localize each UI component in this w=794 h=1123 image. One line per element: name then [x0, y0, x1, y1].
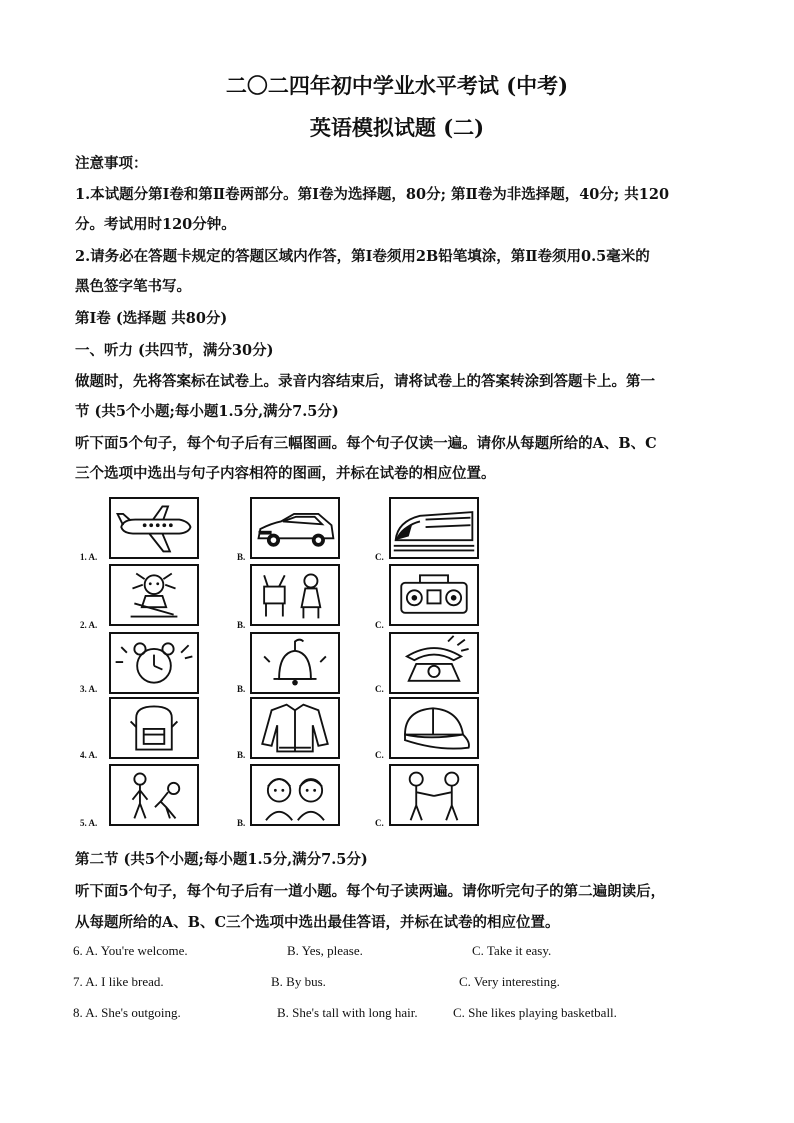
bowing-people-icon[interactable]	[109, 764, 199, 826]
jacket-icon[interactable]	[250, 697, 340, 759]
section2-instructions-line-2: 从每题所给的A、B、C三个选项中选出最佳答语，并标在试卷的相应位置。	[75, 914, 560, 931]
question-4-option-c-label: C.	[375, 750, 384, 760]
part1-heading: 第Ⅰ卷 (选择题 共80分)	[75, 310, 228, 327]
exam-title: 二〇二四年初中学业水平考试 (中考)	[225, 73, 569, 98]
question-3-option-c-label: C.	[375, 684, 384, 694]
question-8-option-a[interactable]: 8. A. She's outgoing.	[73, 1005, 181, 1020]
question-8-option-b[interactable]: B. She's tall with long hair.	[277, 1005, 418, 1020]
section1-instructions-line-1: 听下面5个句子，每个句子后有三幅图画。每个句子仅读一遍。请你从每题所给的A、B、C	[75, 435, 657, 452]
question-2-option-c-label: C.	[375, 620, 384, 630]
handshake-icon[interactable]	[389, 764, 479, 826]
train-icon[interactable]	[389, 497, 479, 559]
notes-item-2-line-2: 黑色签字笔书写。	[75, 278, 191, 295]
alarm-clock-icon[interactable]	[109, 632, 199, 694]
question-1-option-b-label: B.	[237, 552, 246, 562]
question-5-option-c-label: C.	[375, 818, 384, 828]
question-3-option-b-label: B.	[237, 684, 246, 694]
question-6-option-c[interactable]: C. Take it easy.	[472, 943, 552, 958]
question-4-option-b-label: B.	[237, 750, 246, 760]
question-6-option-b[interactable]: B. Yes, please.	[287, 943, 363, 958]
question-2-label: 2. A.	[80, 620, 98, 630]
radio-icon[interactable]	[389, 564, 479, 626]
question-5-option-b-label: B.	[237, 818, 246, 828]
tv-watching-icon[interactable]	[250, 564, 340, 626]
listening-intro-line-1: 做题时，先将答案标在试卷上。录音内容结束后，请将试卷上的答案转涂到答题卡上。第一	[75, 373, 655, 390]
notes-item-1-line-1: 1.本试题分第Ⅰ卷和第Ⅱ卷两部分。第Ⅰ卷为选择题，80分; 第Ⅱ卷为非选择题，40分; 共120	[75, 186, 670, 203]
listening-section-heading: 一、听力 (共四节，满分30分)	[75, 342, 274, 359]
question-7-option-c[interactable]: C. Very interesting.	[459, 974, 560, 989]
question-1-option-c-label: C.	[375, 552, 384, 562]
question-7-option-b[interactable]: B. By bus.	[271, 974, 326, 989]
notes-item-2-line-1: 2.请务必在答题卡规定的答题区域内作答，第Ⅰ卷须用2B铅笔填涂，第Ⅱ卷须用0.5毫米的	[75, 248, 650, 265]
bell-icon[interactable]	[250, 632, 340, 694]
cap-icon[interactable]	[389, 697, 479, 759]
question-8-option-c[interactable]: C. She likes playing basketball.	[453, 1005, 617, 1020]
question-4-label: 4. A.	[80, 750, 98, 760]
car-icon[interactable]	[250, 497, 340, 559]
question-3-label: 3. A.	[80, 684, 98, 694]
bag-icon[interactable]	[109, 697, 199, 759]
exam-subtitle: 英语模拟试题 (二)	[309, 115, 485, 140]
notes-heading: 注意事项：	[75, 155, 148, 172]
telephone-icon[interactable]	[389, 632, 479, 694]
notes-item-1-line-2: 分。考试用时120分钟。	[75, 216, 236, 233]
section1-instructions-line-2: 三个选项中选出与句子内容相符的图画，并标在试卷的相应位置。	[75, 465, 496, 482]
question-7-option-a[interactable]: 7. A. I like bread.	[73, 974, 164, 989]
airplane-icon[interactable]	[109, 497, 199, 559]
section2-heading: 第二节 (共5个小题;每小题1.5分,满分7.5分)	[75, 851, 368, 868]
section2-instructions-line-1: 听下面5个句子，每个句子后有一道小题。每个句子读两遍。请你听完句子的第二遍朗读后，	[75, 883, 666, 900]
two-children-icon[interactable]	[250, 764, 340, 826]
question-1-label: 1. A.	[80, 552, 98, 562]
question-6-option-a[interactable]: 6. A. You're welcome.	[73, 943, 188, 958]
listening-intro-line-2: 节 (共5个小题;每小题1.5分,满分7.5分)	[75, 403, 339, 420]
question-5-label: 5. A.	[80, 818, 98, 828]
question-2-option-b-label: B.	[237, 620, 246, 630]
girl-reading-icon[interactable]	[109, 564, 199, 626]
